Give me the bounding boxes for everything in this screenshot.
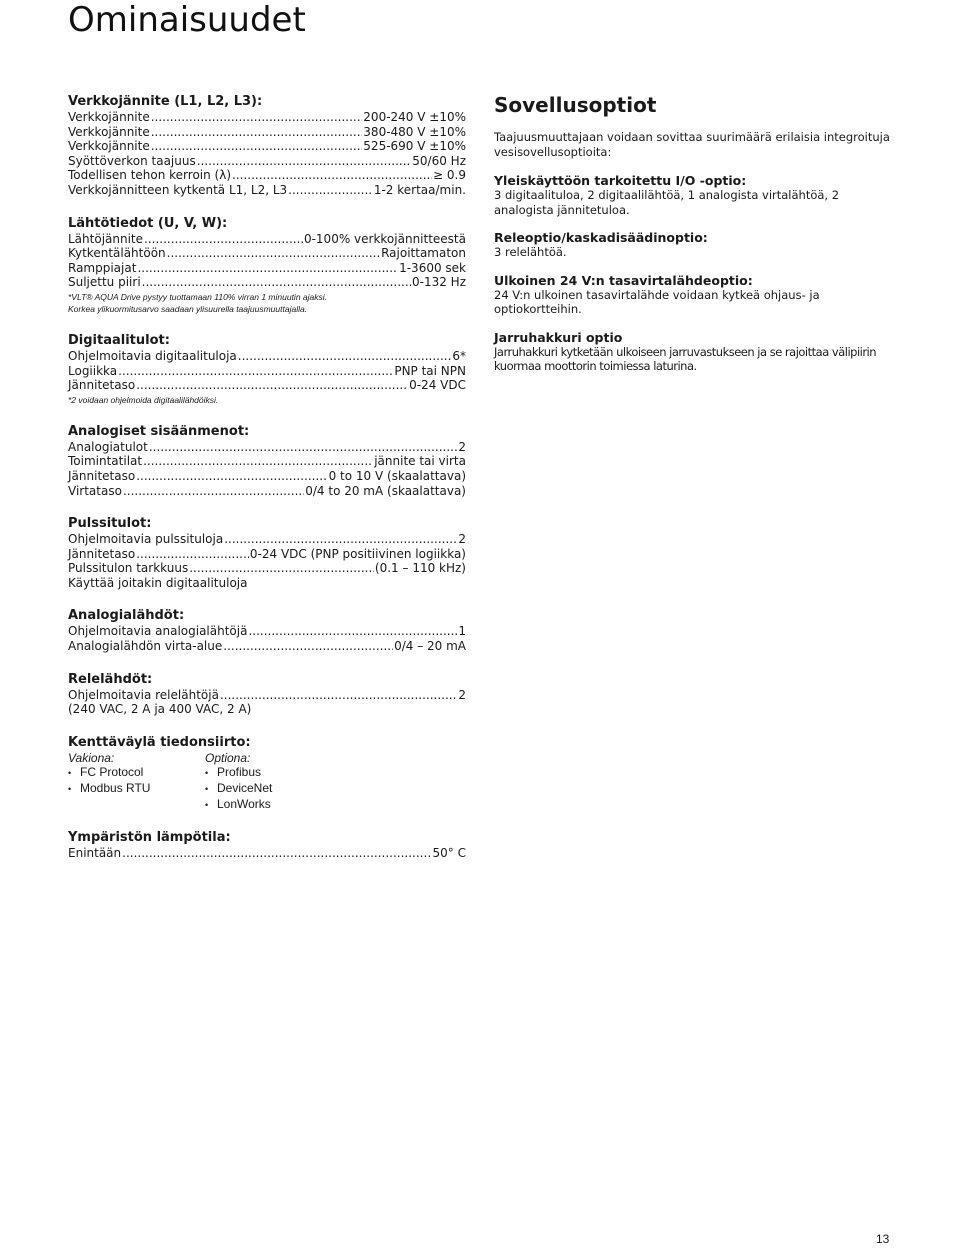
footnote: *2 voidaan ohjelmoida digitaalilähdöiksi.	[68, 394, 219, 405]
output-section	[68, 216, 466, 315]
options-intro: Taajuusmuuttajaan voidaan sovittaa suurimäärä erilaisia integroituja vesisovellusoptioita:	[494, 130, 890, 159]
standard-protocols	[68, 751, 205, 812]
option-heading: Jarruhakkuri optio	[494, 329, 623, 345]
analog-outputs-heading: Analogialähdöt:	[68, 608, 185, 624]
spec-row: Pulssitulon tarkkuus ..... (0.1 – 110 kHz)	[68, 561, 466, 576]
spec-note: Käyttää joitakin digitaalituloja	[68, 575, 248, 590]
spec-row: Enintään ..... 50° C	[68, 846, 466, 861]
option-heading: Yleiskäyttöön tarkoitettu I/O -optio:	[494, 173, 747, 188]
option-item	[494, 273, 894, 317]
analog-outputs-section	[68, 608, 466, 653]
spec-row: Suljettu piiri ..... 0-132 Hz	[68, 275, 466, 290]
digital-inputs-section	[68, 333, 466, 406]
option-item	[494, 230, 894, 260]
options-column	[494, 92, 894, 387]
spec-row: Kytkentälähtöön ..... Rajoittamaton	[68, 246, 466, 261]
specifications-column	[68, 94, 466, 879]
page-title: Ominaisuudet	[68, 0, 306, 40]
output-heading: Lähtötiedot (U, V, W):	[68, 215, 228, 231]
pulse-inputs-section	[68, 516, 466, 590]
list-item: • LonWorks	[205, 797, 342, 813]
spec-row: Toimintatilat ..... jännite tai virta	[68, 454, 466, 469]
spec-row: Ohjelmoitavia analogialähtöjä ..... 1	[68, 624, 466, 639]
supply-section	[68, 94, 466, 198]
spec-row: Jännitetaso ..... 0-24 VDC	[68, 378, 466, 393]
relay-outputs-heading: Relelähdöt:	[68, 671, 153, 687]
relay-outputs-section	[68, 672, 466, 717]
footnote: *VLT® AQUA Drive pystyy tuottamaan 110% virran 1 minuutin ajaksi.	[68, 291, 328, 302]
option-text: 3 digitaalituloa, 2 digitaalilähtöä, 1 analogista virtalähtöä, 2 analogista jännitetuloa.	[494, 188, 840, 217]
spec-row: Ohjelmoitavia relelähtöjä ..... 2	[68, 688, 466, 703]
fieldbus-section	[68, 735, 466, 812]
fieldbus-heading: Kenttäväylä tiedonsiirto:	[68, 734, 251, 750]
analog-inputs-heading: Analogiset sisäänmenot:	[68, 423, 250, 439]
list-item: • Modbus RTU	[68, 781, 205, 797]
supply-heading: Verkkojännite (L1, L2, L3):	[68, 94, 263, 109]
ambient-section	[68, 830, 466, 861]
option-text: 24 V:n ulkoinen tasavirtalähde voidaan kytkeä ohjaus- ja optiokortteihin.	[494, 287, 820, 316]
list-item: • FC Protocol	[68, 765, 205, 781]
standard-label: Vakiona:	[68, 750, 115, 765]
option-item	[494, 330, 894, 374]
page-number: 13	[876, 1232, 890, 1246]
spec-row: Analogialähdön virta-alue ..... 0/4 – 20 mA	[68, 639, 466, 654]
spec-row: Lähtöjännite ..... 0-100% verkkojännitteestä	[68, 232, 466, 247]
analog-inputs-section	[68, 424, 466, 498]
ambient-heading: Ympäristön lämpötila:	[68, 830, 231, 846]
option-heading: Ulkoinen 24 V:n tasavirtalähdeoptio:	[494, 272, 753, 288]
spec-row: Verkkojännite ..... 200-240 V ±10%	[68, 110, 466, 125]
spec-row: Virtataso ..... 0/4 to 20 mA (skaalattava)	[68, 484, 466, 499]
spec-row: Verkkojännite ..... 380-480 V ±10%	[68, 125, 466, 140]
option-item	[494, 173, 894, 217]
optional-label: Optiona:	[205, 750, 251, 765]
spec-row: Verkkojännitteen kytkentä L1, L2, L3 ..... 1-2 kertaa/min.	[68, 183, 466, 198]
option-text: 3 relelähtöä.	[494, 245, 567, 259]
spec-row: Verkkojännite ..... 525-690 V ±10%	[68, 139, 466, 154]
optional-protocols	[205, 751, 342, 812]
spec-row: Ohjelmoitavia digitaalituloja ..... 6*	[68, 349, 466, 364]
spec-row: Logiikka ..... PNP tai NPN	[68, 364, 466, 379]
option-text: Jarruhakkuri kytketään ulkoiseen jarruvastukseen ja se rajoittaa välipiirin kuormaa moottorin toimiessa laturina.	[494, 344, 877, 373]
spec-row: Analogiatulot ..... 2	[68, 440, 466, 455]
spec-row: Todellisen tehon kerroin (λ) ..... ≥ 0.9	[68, 168, 466, 183]
spec-row: Syöttöverkon taajuus ..... 50/60 Hz	[68, 154, 466, 169]
spec-row: Jännitetaso ..... 0 to 10 V (skaalattava)	[68, 469, 466, 484]
spec-note: (240 VAC, 2 A ja 400 VAC, 2 A)	[68, 702, 252, 717]
spec-row: Ohjelmoitavia pulssituloja ..... 2	[68, 532, 466, 547]
list-item: • DeviceNet	[205, 781, 342, 797]
list-item: • Profibus	[205, 765, 342, 781]
digital-inputs-heading: Digitaalitulot:	[68, 332, 170, 348]
pulse-inputs-heading: Pulssitulot:	[68, 516, 152, 532]
spec-row: Ramppiajat ..... 1-3600 sek	[68, 261, 466, 276]
options-title: Sovellusoptiot	[494, 93, 657, 117]
footnote: Korkea ylikuormitusarvo saadaan ylisuurella taajuusmuuttajalla.	[68, 303, 308, 314]
spec-row: Jännitetaso ..... 0-24 VDC (PNP positiivinen logiikka)	[68, 547, 466, 562]
option-heading: Releoptio/kaskadisäädinoptio:	[494, 230, 708, 245]
fieldbus-lists	[68, 751, 466, 812]
